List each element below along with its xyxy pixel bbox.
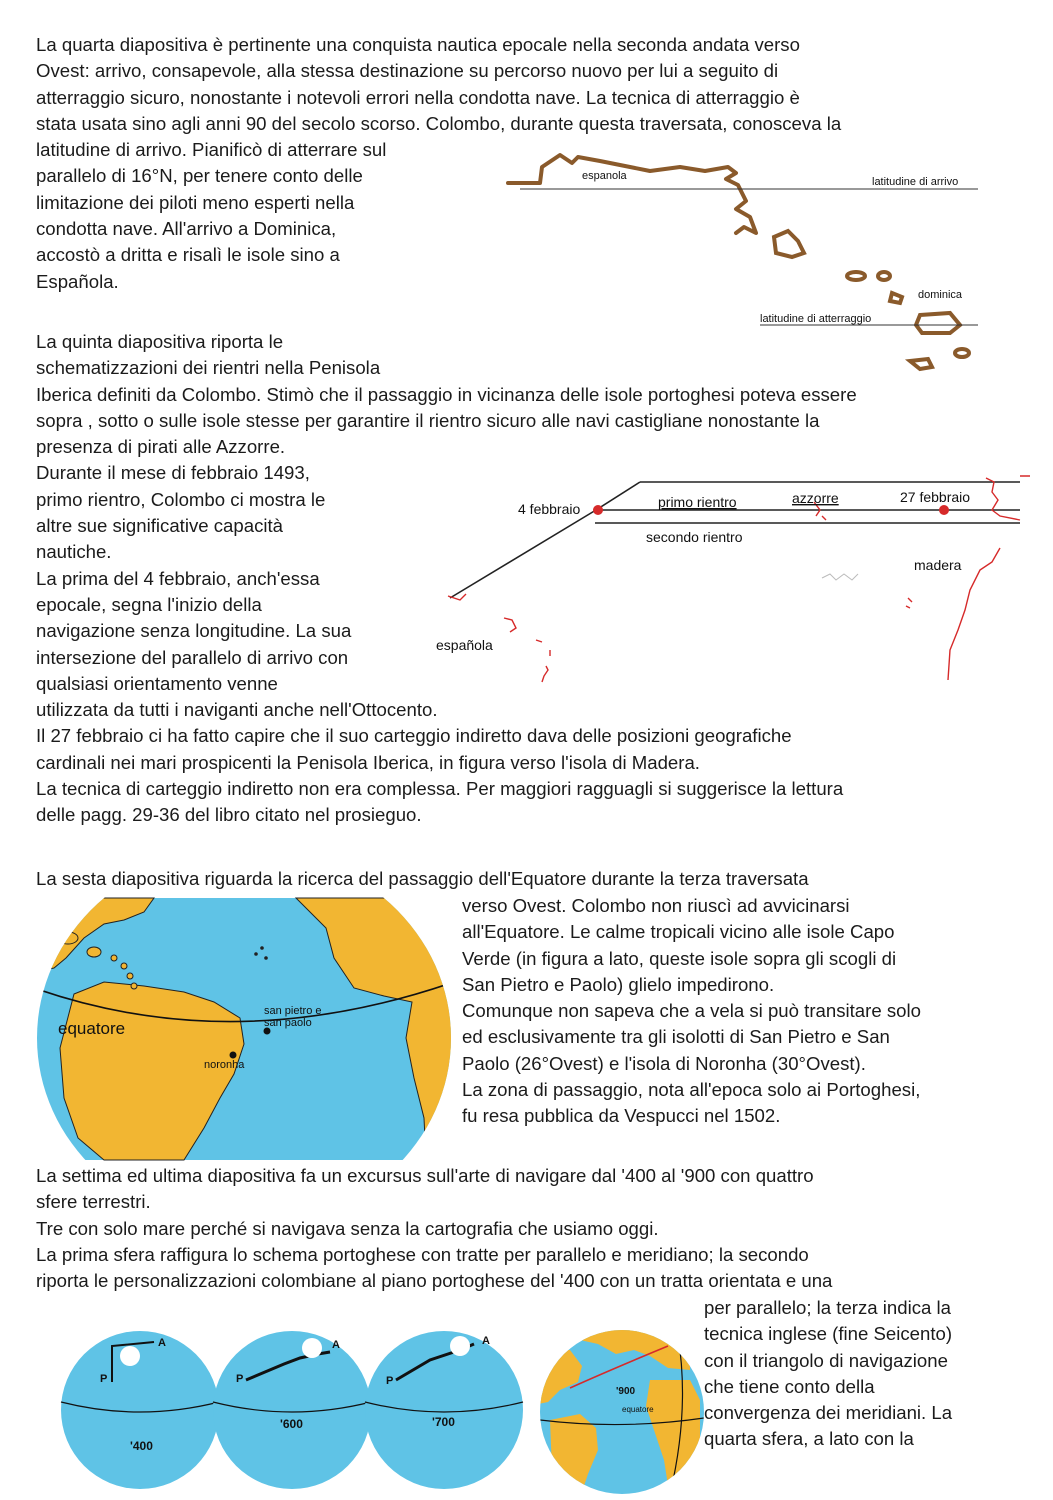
label-point-p: P (386, 1375, 394, 1387)
sphere-ocean (213, 1331, 371, 1489)
position-feb4-marker (593, 505, 603, 515)
sphere-1400 (61, 1331, 219, 1489)
text-line: primo rientro, Colombo ci mostra le (36, 488, 326, 510)
text-line: con il triangolo di navigazione (704, 1349, 948, 1371)
text-line: Durante il mese di febbraio 1493, (36, 462, 310, 484)
navigation-spheres (50, 1310, 695, 1495)
sphere-1900 (538, 1328, 708, 1498)
text-line: La quarta diapositiva è pertinente una conquista nautica epocale nella seconda andata verso (36, 34, 800, 55)
equator-passage-globe (34, 898, 454, 1160)
text-line: accostò a dritta e risalì le isole sino a (36, 244, 340, 266)
label-point-p: P (100, 1373, 108, 1385)
text-line: navigazione senza longitudine. La sua (36, 620, 352, 642)
route-diagonal-top (596, 482, 640, 510)
text-line: tecnica inglese (fine Seicento) (704, 1323, 953, 1345)
paragraph-seventh-slide (36, 1163, 832, 1294)
label-equatore: equatore (58, 1019, 126, 1038)
label-azzorre: azzorre (792, 490, 839, 506)
label-sphere-equator: equatore (622, 1405, 654, 1414)
label-espanola-2: española (436, 637, 493, 653)
text-line: quarta sfera, a lato con la (704, 1428, 914, 1450)
label-dominica: dominica (918, 289, 963, 301)
paragraph-sixth-slide-heading (36, 866, 809, 892)
sphere-highlight (302, 1338, 322, 1358)
text-line: limitazione dei piloti meno esperti nella (36, 191, 355, 213)
text-line: schematizzazioni dei rientri nella Penisola (36, 357, 381, 379)
route-diagonal-feb4 (450, 510, 596, 598)
text-line: epocale, segna l'inizio della (36, 593, 262, 615)
text-line: intersezione del parallelo di arrivo con (36, 646, 349, 668)
label-feb27: 27 febbraio (900, 489, 971, 505)
text-line: convergenza dei meridiani. La (704, 1402, 953, 1424)
sphere-highlight (450, 1336, 470, 1356)
noronha-marker (230, 1052, 237, 1059)
text-line: La zona di passaggio, nota all'epoca solo ai Portoghesi, (462, 1079, 921, 1101)
text-line: La settima ed ultima diapositiva fa un excursus sull'arte di navigare dal '400 al '900 con quattro (36, 1165, 814, 1186)
text-line: condotta nave. All'arrivo a Dominica, (36, 218, 337, 240)
iberia-returns-map (420, 470, 1030, 700)
label-point-a: A (482, 1335, 490, 1347)
label-first-return: primo rientro (658, 494, 737, 510)
label-noronha: noronha (204, 1059, 245, 1071)
text-line: delle pagg. 29-36 del libro citato nel prosieguo. (36, 804, 422, 826)
madeira-speckle (822, 574, 858, 580)
label-sphere-year: '600 (280, 1417, 303, 1431)
text-line: presenza di pirati alle Azzorre. (36, 436, 286, 458)
text-line: ed esclusivamente tra gli isolotti di San Pietro e San (462, 1026, 890, 1048)
text-line: Española. (36, 270, 119, 292)
sphere-ocean (61, 1331, 219, 1489)
text-line: Tre con solo mare perché si navigava senza la cartografia che usiamo oggi. (36, 1217, 659, 1239)
paragraph-seventh-slide-side (704, 1295, 952, 1453)
text-line: riporta le personalizzazioni colombiane al piano portoghese del '400 con un tratta orientata e una (36, 1270, 833, 1292)
text-line: stata usata sino agli anni 90 del secolo scorso. Colombo, durante questa traversata, conosceva la (36, 112, 842, 134)
text-line: altre sue significative capacità (36, 515, 284, 537)
text-line: Iberica definiti da Colombo. Stimò che il passaggio in vicinanza delle isole portoghesi poteva essere (36, 383, 857, 405)
text-line: utilizzata da tutti i naviganti anche nell'Ottocento. (36, 699, 438, 721)
sphere-1600 (213, 1331, 371, 1489)
text-line: cardinali nei mari prospicenti la Penisola Iberica, in figura verso l'isola di Madera. (36, 751, 700, 773)
island-puerto-rico (774, 231, 804, 257)
label-sphere-year: '400 (130, 1439, 153, 1453)
label-espanola: espanola (582, 170, 627, 182)
label-second-return: secondo rientro (646, 529, 743, 545)
text-line: parallelo di 16°N, per tenere conto delle (36, 165, 363, 187)
text-line: per parallelo; la terza indica la (704, 1297, 952, 1318)
label-point-p: P (236, 1373, 244, 1385)
label-san-paolo: san paolo (264, 1017, 312, 1029)
text-line: che tiene conto della (704, 1375, 875, 1397)
label-point-a: A (158, 1337, 166, 1349)
text-line: sfere terrestri. (36, 1191, 151, 1213)
text-line: La quinta diapositiva riporta le (36, 331, 284, 352)
text-line: all'Equatore. Le calme tropicali vicino alle isole Capo (462, 921, 895, 943)
text-line: Comunque non sapeva che a vela si può transitare solo (462, 1000, 921, 1022)
text-line: Verde (in figura a lato, queste isole sopra gli scogli di (462, 947, 897, 969)
paragraph-sixth-slide (462, 893, 921, 1130)
text-line: Ovest: arrivo, consapevole, alla stessa destinazione su percorso nuovo per lui a seguito di (36, 60, 779, 82)
label-point-a: A (332, 1339, 340, 1351)
label-sphere-year: '700 (432, 1415, 455, 1429)
label-madera: madera (914, 557, 962, 573)
text-line: nautiche. (36, 541, 112, 563)
text-line: La prima del 4 febbraio, anch'essa (36, 567, 320, 589)
label-landing-latitude: latitudine di atterraggio (760, 313, 872, 325)
text-line: Paolo (26°Ovest) e l'isola di Noronha (30°Ovest). (462, 1052, 866, 1074)
label-san-pietro: san pietro e (264, 1005, 322, 1017)
text-line: qualsiasi orientamento venne (36, 672, 278, 694)
text-line: atterraggio sicuro, nonostante i notevoli errori nella condotta nave. La tecnica di atterraggio è (36, 86, 800, 108)
text-line: La sesta diapositiva riguarda la ricerca del passaggio dell'Equatore durante la terza traversata (36, 868, 809, 889)
position-feb27-marker (939, 505, 949, 515)
text-line: La tecnica di carteggio indiretto non era complessa. Per maggiori ragguagli si suggerisce la lettura (36, 778, 844, 800)
text-line: verso Ovest. Colombo non riuscì ad avvicinarsi (462, 895, 850, 916)
text-line: La prima sfera raffigura lo schema portoghese con tratte per parallelo e meridiano; la secondo (36, 1243, 809, 1265)
sphere-1700 (365, 1331, 523, 1489)
text-line: latitudine di arrivo. Pianificò di atterrare sul (36, 139, 387, 161)
coastline-espanola (508, 155, 756, 233)
label-arrival-latitude: latitudine di arrivo (872, 176, 959, 188)
text-line: San Pietro e Paolo) glielo impedirono. (462, 973, 775, 995)
text-line: Il 27 febbraio ci ha fatto capire che il suo carteggio indiretto dava delle posizioni geografiche (36, 725, 792, 747)
text-line: fu resa pubblica da Vespucci nel 1502. (462, 1105, 781, 1127)
sphere-highlight (120, 1346, 140, 1366)
label-sphere-year: '900 (616, 1386, 636, 1397)
label-feb4: 4 febbraio (518, 501, 581, 517)
text-line: sopra , sotto o sulle isole stesse per garantire il rientro sicuro alle navi castigliane nonostante la (36, 409, 820, 431)
